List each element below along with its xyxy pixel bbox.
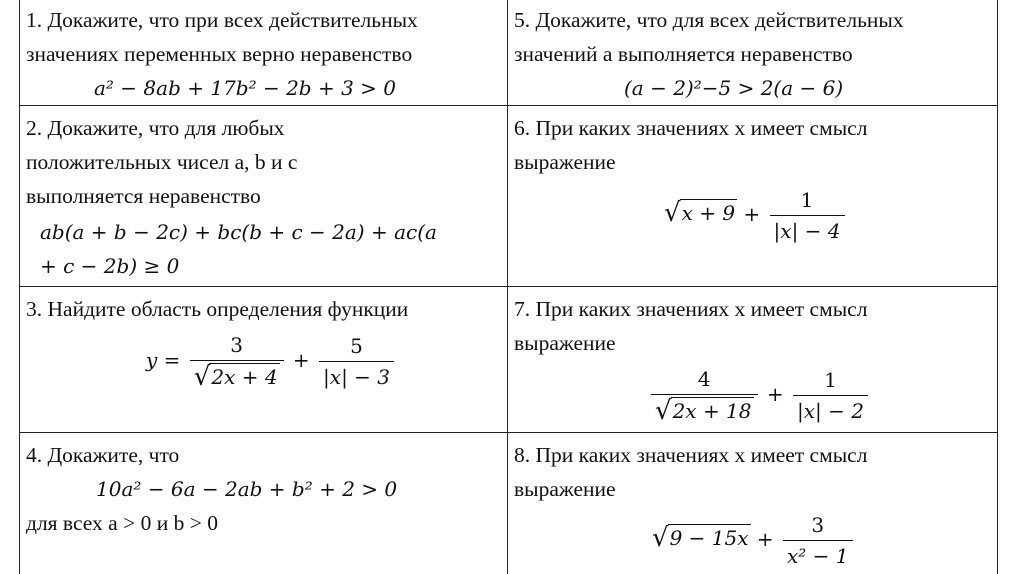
fraction-1: 3 √ 2x + 4 [190, 332, 284, 391]
row-divider-3 [19, 432, 997, 433]
fraction: $\frac{1}{|x| - 4}$ [770, 187, 845, 244]
problem-3-formula: y = 3 √ 2x + 4 + $\frac{5}{|x| - 3}$ [146, 332, 397, 391]
problem-7-cell [514, 288, 992, 431]
fraction: $\frac{3}{\text{x² − 1}}$ [783, 512, 853, 569]
row-divider-1 [19, 105, 997, 106]
sqrt-expression: √ 2x + 18 [655, 396, 752, 426]
problem-5-formula: (a − 2)²−5 > 2(a − 6) [624, 76, 844, 100]
problem-5-line-2: значений a выполняется неравенство [514, 42, 853, 66]
problem-8-line-2: выражение [514, 477, 616, 501]
sqrt-expression: √ 9 − 15x [652, 523, 749, 553]
fraction-2: $\frac{1}{|x| - 2}$ [793, 367, 868, 424]
problem-1-line-1: 1. Докажите, что при всех действительных [26, 8, 418, 32]
problem-8-formula: √ 9 − 15x + $\frac{3}{\text{x² − 1}}$ [652, 512, 856, 569]
problem-5-line-1: 5. Докажите, что для всех действительных [514, 8, 904, 32]
column-divider [507, 0, 508, 574]
problem-7-formula: 4 √ 2x + 18 + $\frac{1}{|x| - 2}$ [648, 366, 871, 425]
problem-2-cell [26, 107, 504, 285]
problem-8-line-1: 8. При каких значениях x имеет смысл [514, 443, 868, 467]
problem-4-condition: для всех a > 0 и b > 0 [26, 511, 218, 535]
problem-4-cell [26, 434, 504, 574]
sqrt-expression: √ x + 9 [664, 198, 736, 228]
problem-8-cell [514, 434, 992, 574]
problem-2-line-2: положительных чисел a, b и c [26, 150, 298, 174]
problem-6-cell [514, 107, 992, 285]
row-divider-2 [19, 286, 997, 287]
fraction-2: $\frac{5}{|x| - 3}$ [319, 333, 394, 390]
problem-2-formula-line-1: ab(a + b − 2c) + bc(b + c − 2a) + ac(a [40, 220, 437, 244]
problem-1-cell [26, 0, 504, 105]
problem-1-line-2: значениях переменных верно неравенство [26, 42, 413, 66]
problem-2-line-1: 2. Докажите, что для любых [26, 116, 285, 140]
fraction-1: 4 √ 2x + 18 [651, 366, 758, 425]
problem-4-formula: 10a² − 6a − 2ab + b² + 2 > 0 [96, 477, 398, 501]
problem-6-formula: √ x + 9 + $\frac{1}{|x| - 4}$ [664, 187, 848, 244]
problem-3-line-1: 3. Найдите область определения функции [26, 297, 409, 321]
problem-7-line-2: выражение [514, 331, 616, 355]
problem-5-cell [514, 0, 992, 105]
sqrt-expression: √ 2x + 4 [193, 362, 278, 392]
problem-6-line-2: выражение [514, 150, 616, 174]
problem-7-line-1: 7. При каких значениях x имеет смысл [514, 297, 868, 321]
problem-3-cell [26, 288, 504, 431]
problem-2-line-3: выполняется неравенство [26, 184, 261, 208]
problem-4-line-1: 4. Докажите, что [26, 443, 180, 467]
problem-6-line-1: 6. При каких значениях x имеет смысл [514, 116, 868, 140]
problem-2-formula-line-2: + c − 2b) ≥ 0 [40, 254, 180, 278]
problem-1-formula: a² − 8ab + 17b² − 2b + 3 > 0 [94, 76, 397, 100]
